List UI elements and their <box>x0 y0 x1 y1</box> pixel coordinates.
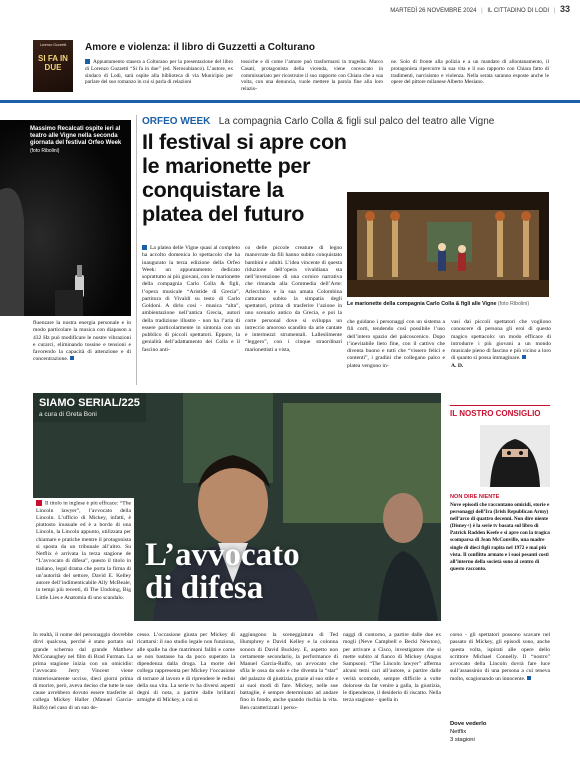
column-rule <box>136 115 137 385</box>
festival-headline: Il festival si apre con le marionette per conquistare la platea del futuro <box>142 130 347 226</box>
bullet-icon <box>85 59 90 64</box>
festival-col-2: co delle piccole creature di legno manovrate da fili hanno subito conquistato bambini e adulti. L’idea vincente di questa riduzione dell’opera vivaldiana sta nell’invenzione di una cornice narrativa che rimanda alla Commedia dell’Arte: Arlecchino e la sua amata Colombina catturano subito la simpatia degli spettatori, prima di trasferire l’azione in uno scenario antico da Grecia, e poi la corte personal dove si sviluppa un intreccio amoroso scandito da arie cantate e intermezzi strumentali. Lalleslimente “leggero”, con i cinque straordinari marionettisti a vista, <box>245 245 342 353</box>
festival-signature: A. D. <box>451 362 464 369</box>
serial-kicker: SIAMO SERIAL/225 <box>39 397 140 409</box>
serial-intro: Il titolo in inglese è più efficace: “The Lincoln lawyer”, l’avvocato della Lincoln. L’ufficio di Mickey, infatti, è piuttosto inusuale ed è a bordo di una Lincoln, la Lincoln appunto, utilizzata per chiamare e pratiche mentre il protagonista si sposta da un tribunale all’altro. Su Netflix è arrivata la terza stagione de “L’avvocato di difesa”, questo il titolo in italiano, legal drama che porta la firma di un’autorità del settore, David E. Kelley autore dell’indimenticabile Ally McBeale, in tempi più recenti, di The Undoing, Big Little Lies e Anatomia di uno scandalo. <box>33 498 134 627</box>
bullet-icon <box>36 500 42 506</box>
end-square-icon <box>527 676 531 680</box>
consiglio-rule <box>450 405 550 406</box>
book-col-3: ne. Solo di fronte alla polizia e a un mandato di allontanamento, il protagonista ripercorre la sua vita e il suo rapporto con Chiara fatto di tradimenti, narcisismo e violenza. Nella serata saranno esposte anche le opere del pittore milanese Alberto Mesiano. <box>391 59 549 86</box>
bullet-icon <box>142 245 147 250</box>
book-cover <box>33 40 73 92</box>
serial-byline: a cura di Greta Boni <box>39 411 97 418</box>
book-title: Amore e violenza: il libro di Guzzetti a Colturano <box>85 42 316 53</box>
book-cover-title: SI FA IN DUE <box>38 54 68 72</box>
book-cover-author: Lorenzo Guzzetti <box>39 43 67 47</box>
serial-col-3: aggiungono la sceneggiatura di Ted Humphrey e David Kelley e la colonna sonora di David Buckley. E, aspetto non certamente secondario, la performance di Manuel Garcia-Rulfo, un avvocato che sfila le ossa da solo e che diventa la “star” del palazzo di giustizia, grazie al suo stile e ai suoi modi di fare. Mickey, nelle sue battaglie, è sempre determinato ad andare fino in fondo, anche quando rischia la vita. Ben caratterizzati i perso- <box>240 632 338 711</box>
end-square-icon <box>522 355 526 359</box>
photo-caption: Massimo Recalcati ospite ieri al teatro alle Vigne nella seconda giornata del festival Orfeo Week (foto Ribolini) <box>30 126 122 154</box>
festival-subhead: La compagnia Carlo Colla & figli sul palco del teatro alle Vigne <box>218 116 495 127</box>
puppet-photo <box>347 192 549 297</box>
consiglio-title: NON DIRE NIENTE <box>450 494 500 500</box>
serial-header <box>33 393 146 422</box>
serial-col-1: In realtà, il nome del personaggio dovrebbe dirvi qualcosa, perché è stato portato sul grande schermo dal grande Matthew McConaughey nel film di Brad Furman. La prima stagione inizia con un omicidio: l’avvocato Jerry Vincent viene misteriosamente ucciso, dieci giorni prima di morire, però, aveva deciso che tutte le sue cause avrebbero dovuto essere trasferite al collega Mickey Haller (Manuel Garcia-Rulfo) nel caso di un suo de- <box>33 632 133 711</box>
serial-col-2: cesso. L’occasione giusta per Mickey di ricattarsi: il suo studio legale non funziona, alle spalle ha due matrimoni falliti e come se non bastasse ha da poco superato la dipendenza dalla droga. La morte del collega rappresenta per Mickey l’occasione di tornare al lavoro e di riprendere le redini della sua vita. La serie tv ha diversi aspetti degni di nota, a partire dalle brillanti armighe di Mickey, a cui si <box>137 632 235 704</box>
serial-col-5: corso - gli spettatori possono scavare nel passato di Mickey, gli episodi sono, anche questa volta, ispirati alle opere dello scrittore Michael Connelly. Il “nostro” avvocato della Lincoln dovrà fare luce sull’assassinio di una persona a cui teneva molto, scagionando un innocente. <box>450 632 550 682</box>
consiglio-photo <box>480 425 550 487</box>
serial-headline: L’avvocato di difesa <box>145 537 300 606</box>
puppet-caption: Le marionette della compagnia Carlo Colla & figli alle Vigne (foto Ribolini) <box>347 301 530 307</box>
consiglio-kicker: IL NOSTRO CONSIGLIO <box>450 409 541 418</box>
consiglio-text: Nove episodi che raccontano omicidi, storie e personaggi dell’Ira (Irish Republican Army) nell’arco di quattro decenni. Non dire niente (Disney+) è la serie tv basata sul libro di Patrick Radden Keefe e si apre con la tragica scomparsa di Jean McConville, una madre single di dieci figli rapita nel 1972 e mai più vista. Il conflitto armato e i suoi pesanti costi all’interno della società sono al centro di questo racconto. <box>450 502 550 572</box>
festival-col-3: che guidano i personaggi con un sistema a fili corti, tendendo così possibile l’uso dell’intero spazio del palcoscenico. Dopo l’inevitabile lieto fine, con il cattivo che diventa buono e tutti che “vissero felici e contenti”, i gradini che collegano palco e platea vengono in- <box>347 319 445 369</box>
left-col-text: fluenzare la nostra energia personale e in modo particolare la musica con diapason a 432 Hz può modificare le nostre vibrazioni e curarci, eliminando tossine e tensioni e favorendo la capacità di attenzione e di concentrazione. <box>33 320 131 363</box>
header-date: MARTEDÌ 26 NOVEMBRE 2024 <box>390 8 477 14</box>
festival-kicker: ORFEO WEEK <box>142 116 211 127</box>
header-paper: IL CITTADINO DI LODI <box>487 8 550 14</box>
section-divider <box>0 100 580 103</box>
recalcati-photo <box>0 120 131 316</box>
book-col-2: tossiche e di come l’amore può trasformarsi in tragedia. Marco Casati, protagonista della vicenda, viene convocato in commissariato per ricostruire il suo rapporto con Chiara che a sua volta, con una denuncia, vuole mettere la parola fine alla loro relazio- <box>241 59 383 93</box>
end-square-icon <box>70 356 74 360</box>
serial-col-4: naggi di contorno, a partire dalle due ex mogli (Neve Campbell e Becki Newton), per arrivare a Cisco, investigatore che si mette subito al fianco di Mickey (Angus Sampson). “The Lincoln lawyer” afferma alcuni temi cari all’autore, a partire dalle verità scomode, sempre difficile a volte dolorose da far venire a galla, la giustizia, le dipendenze, il desiderio di riscatto. Nella terza stagione - quella in <box>343 632 441 704</box>
where-to-watch: Dove vederlo Netflix 3 stagioni <box>450 721 487 743</box>
page-number: 33 <box>559 4 570 14</box>
festival-col-1: La platea delle Vigne quasi al completo ha accolto domenica lo spettacolo che ha inaugurato la terza edizione della Orfeo Week: un appuntamento dedicato soprattutto ai più giovani, con le marionette della compagnia Carlo Colla & figli, l’opera musicale “Aristide di Grecia”, partitura di Vivaldi su testo di Carlo Goldoni. A dirlo così - musica “alta”, ambientazione nell’antica Grecia, autori della tradizione illustre - non ha l’aria di essere particolarmente in sintonia con un pubblico di piccoli spettatori. Eppure, la genialità dell’adattamento dei Colla e il fascino anti- <box>142 245 240 353</box>
masked-figure <box>480 425 550 487</box>
book-col-1: Appuntamento stasera a Colturano per la presentazione del libro di Lorenzo Guzzetti “Si fa in due” (ed. Nerosubianco). L’autore, ex sindaco di Lodi, sarà ospite alla biblioteca di via Municipio per parlare del suo romanzo in cui si parla di relazioni <box>85 59 233 86</box>
marionette-stage <box>347 192 549 297</box>
festival-col-4: vasi dai piccoli spettatori che vogliono conoscere di persona gli eroi di questo magico spettacolo: un modo efficace di introdurre i più giovani a un mondo musicale pieno di fascino e più vicino a loro di quanto si possa immaginare. A. D. <box>451 319 551 369</box>
page-header: MARTEDÌ 26 NOVEMBRE 2024 | IL CITTADINO DI LODI | 33 <box>390 4 570 14</box>
festival-kicker-row <box>142 111 494 129</box>
